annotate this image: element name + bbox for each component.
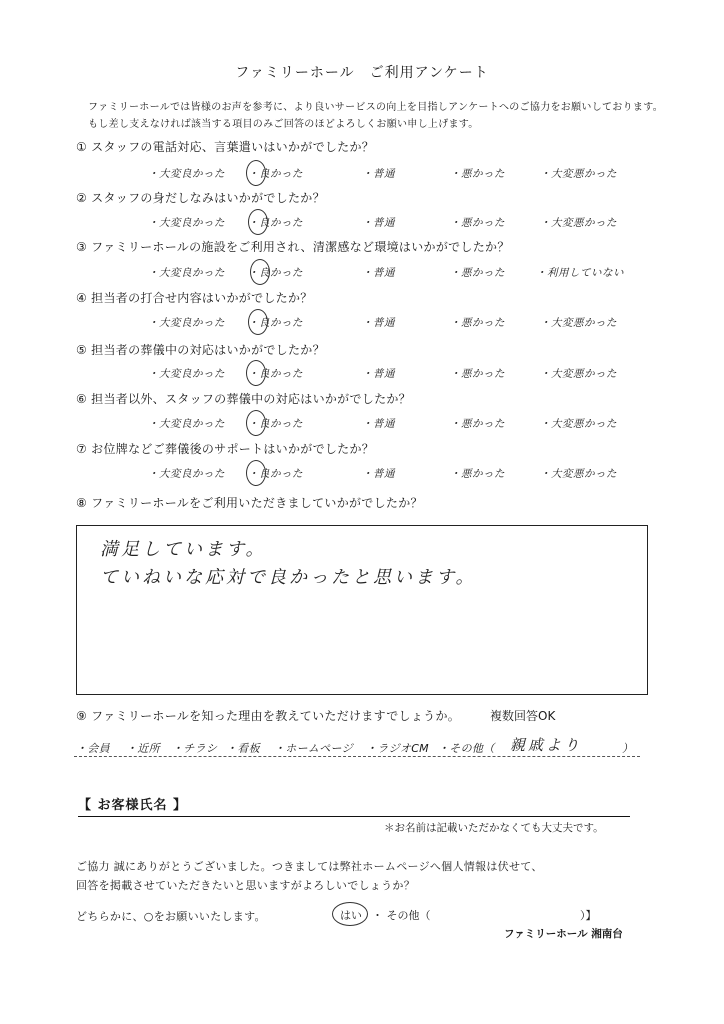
- q6-option-3[interactable]: ・普通: [362, 418, 395, 430]
- q9-option-neighborhood[interactable]: ・近所: [126, 742, 160, 755]
- q3-selection-circle: [250, 259, 270, 285]
- q9-option-other[interactable]: ・その他（: [438, 742, 495, 755]
- q9-option-homepage[interactable]: ・ホームページ: [274, 742, 353, 755]
- q9-option-flyer[interactable]: ・チラシ: [172, 742, 218, 755]
- question-5: ⑤ 担当者の葬儀中の対応はいかがでしたか？: [76, 343, 325, 357]
- question-9: ⑨ ファミリーホールを知った理由を教えていただけますでしょうか。: [76, 709, 461, 723]
- q8-answer-line-1: 満足しています。: [100, 539, 267, 560]
- intro-line-1: ファミリーホールでは皆様のお声を参考に、より良いサービスの向上を目指しアンケートへのご協力をお願いしております。: [88, 102, 663, 113]
- consent-prompt: どちらかに、○をお願いいたします。: [76, 910, 266, 923]
- customer-name-field[interactable]: [204, 800, 624, 814]
- q9-option-member[interactable]: ・会員: [76, 742, 110, 755]
- q4-option-1[interactable]: ・大変良かった: [148, 317, 225, 329]
- q4-option-5[interactable]: ・大変悪かった: [540, 317, 617, 329]
- q6-option-5[interactable]: ・大変悪かった: [540, 418, 617, 430]
- q6-option-2[interactable]: ・良かった: [248, 418, 303, 430]
- q9-other-close-paren: ）: [622, 742, 634, 755]
- page-title: ファミリーホール ご利用アンケート: [235, 65, 489, 81]
- question-3: ③ ファミリーホールの施設をご利用され、清潔感など環境はいかがでしたか？: [76, 240, 510, 254]
- q5-option-2[interactable]: ・良かった: [248, 368, 303, 380]
- q2-option-1[interactable]: ・大変良かった: [148, 217, 225, 229]
- question-6: ⑥ 担当者以外、スタッフの葬儀中の対応はいかがでしたか？: [76, 392, 411, 406]
- q7-option-1[interactable]: ・大変良かった: [148, 468, 225, 480]
- q7-option-4[interactable]: ・悪かった: [450, 468, 505, 480]
- question-4: ④ 担当者の打合せ内容はいかがでしたか？: [76, 291, 313, 305]
- q9-option-signboard[interactable]: ・看板: [226, 742, 260, 755]
- q1-option-1[interactable]: ・大変良かった: [148, 168, 225, 180]
- q1-option-4[interactable]: ・悪かった: [450, 168, 505, 180]
- q1-option-2[interactable]: ・良かった: [248, 168, 303, 180]
- closing-line-2: 回答を掲載させていただきたいと思いますがよろしいでしょうか？: [76, 879, 415, 892]
- q4-option-3[interactable]: ・普通: [362, 317, 395, 329]
- q5-option-4[interactable]: ・悪かった: [450, 368, 505, 380]
- q5-selection-circle: [246, 360, 266, 386]
- q3-option-3[interactable]: ・普通: [362, 267, 395, 279]
- q9-divider: [74, 756, 640, 757]
- question-1: ① スタッフの電話対応、言葉遣いはいかがでしたか？: [76, 140, 375, 154]
- q6-option-1[interactable]: ・大変良かった: [148, 418, 225, 430]
- q5-option-5[interactable]: ・大変悪かった: [540, 368, 617, 380]
- q4-option-2[interactable]: ・良かった: [248, 317, 303, 329]
- consent-other-close: ）】: [580, 909, 597, 922]
- q7-selection-circle: [246, 460, 266, 486]
- q5-option-3[interactable]: ・普通: [362, 368, 395, 380]
- q4-selection-circle: [248, 309, 268, 335]
- q9-option-radio-cm[interactable]: ・ラジオCM: [366, 742, 429, 755]
- q8-answer-line-2: ていねいな応対で良かったと思います。: [100, 567, 477, 588]
- q2-selection-circle: [248, 209, 268, 235]
- footer-hall-name: ファミリーホール 湘南台: [504, 928, 623, 940]
- q1-selection-circle: [246, 160, 266, 186]
- question-2: ② スタッフの身だしなみはいかがでしたか？: [76, 191, 325, 205]
- consent-other-option[interactable]: ・ その他（: [372, 909, 431, 922]
- customer-name-underline: [78, 816, 630, 817]
- q6-option-4[interactable]: ・悪かった: [450, 418, 505, 430]
- consent-yes-option[interactable]: はい: [340, 909, 362, 922]
- customer-name-label: 【 お客様氏名 】: [78, 798, 188, 813]
- q7-option-5[interactable]: ・大変悪かった: [540, 468, 617, 480]
- q6-selection-circle: [246, 410, 266, 436]
- q1-option-3[interactable]: ・普通: [362, 168, 395, 180]
- q9-other-text: 親戚より: [510, 736, 583, 754]
- q3-option-5[interactable]: ・利用していない: [536, 267, 624, 279]
- q5-option-1[interactable]: ・大変良かった: [148, 368, 225, 380]
- q7-option-3[interactable]: ・普通: [362, 468, 395, 480]
- q2-option-3[interactable]: ・普通: [362, 217, 395, 229]
- q4-option-4[interactable]: ・悪かった: [450, 317, 505, 329]
- closing-line-1: ご協力 誠にありがとうございました。つきましては弊社ホームページへ個人情報は伏せて、: [76, 860, 543, 873]
- consent-yes-circle: [332, 902, 368, 926]
- customer-name-note: ＊お名前は記載いただかなくても大丈夫です。: [384, 822, 604, 834]
- q3-option-4[interactable]: ・悪かった: [450, 267, 505, 279]
- intro-line-2: もし差し支えなければ該当する項目のみご回答のほどよろしくお願い申し上げます。: [88, 119, 479, 130]
- q2-option-2[interactable]: ・良かった: [248, 217, 303, 229]
- q1-option-5[interactable]: ・大変悪かった: [540, 168, 617, 180]
- q2-option-5[interactable]: ・大変悪かった: [540, 217, 617, 229]
- question-7: ⑦ お位牌などご葬儀後のサポートはいかがでしたか？: [76, 442, 375, 456]
- q2-option-4[interactable]: ・悪かった: [450, 217, 505, 229]
- question-8: ⑧ ファミリーホールをご利用いただきましていかがでしたか？: [76, 496, 423, 510]
- q3-option-1[interactable]: ・大変良かった: [148, 267, 225, 279]
- q7-option-2[interactable]: ・良かった: [248, 468, 303, 480]
- q3-option-2[interactable]: ・良かった: [248, 267, 303, 279]
- q9-multiple-answer-note: 複数回答OK: [490, 709, 556, 723]
